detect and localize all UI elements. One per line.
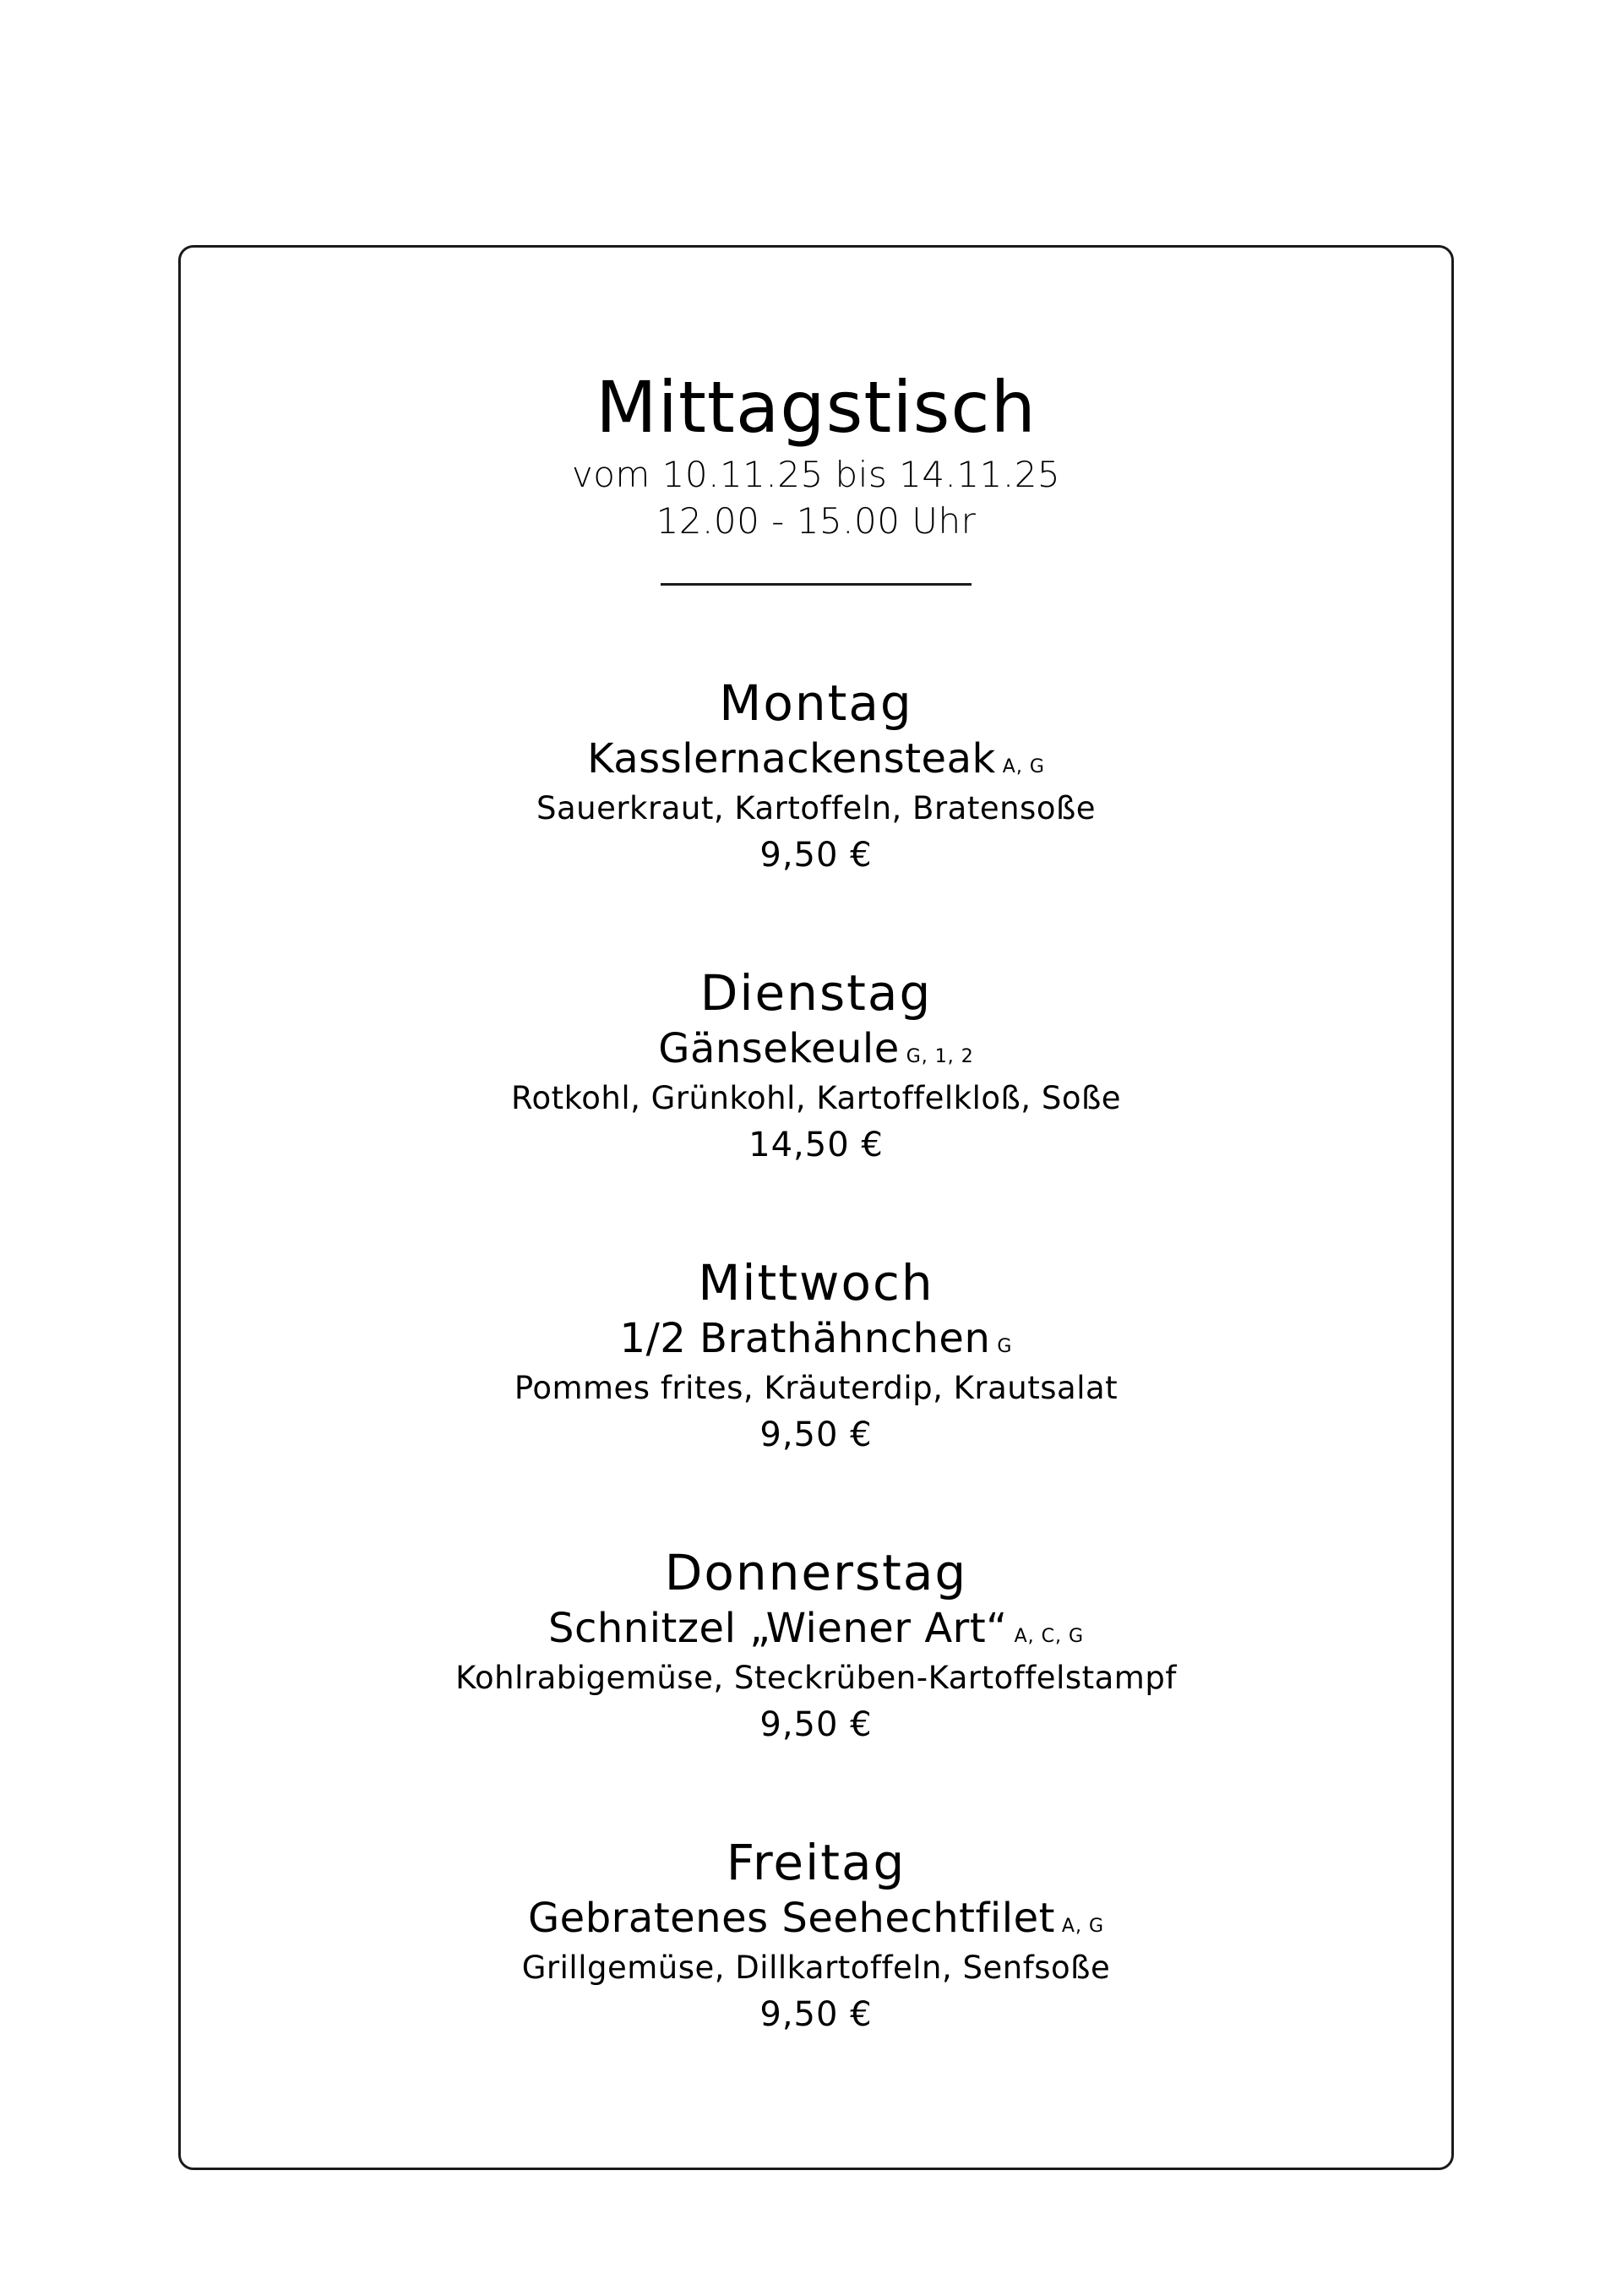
day-block-donnerstag bbox=[178, 1542, 1454, 1762]
allergen-codes: A, G bbox=[1002, 756, 1045, 777]
day-block-freitag bbox=[178, 1832, 1454, 2052]
menu-content bbox=[178, 0, 1454, 2296]
allergen-codes: G, 1, 2 bbox=[906, 1046, 974, 1067]
day-block-montag bbox=[178, 673, 1454, 892]
dish-name: Kasslernackensteak bbox=[587, 735, 996, 783]
side-dishes: Rotkohl, Grünkohl, Kartoffelkloß, Soße bbox=[510, 1080, 1122, 1116]
time-range: 12.00 - 15.00 Uhr bbox=[656, 500, 977, 542]
side-dishes: Kohlrabigemüse, Steckrüben-Kartoffelstampf bbox=[455, 1660, 1177, 1696]
day-name: Donnerstag bbox=[664, 1544, 968, 1601]
date-range: vom 10.11.25 bis 14.11.25 bbox=[571, 454, 1061, 495]
price: 9,50 € bbox=[759, 1995, 873, 2034]
dish-name: Gebratenes Seehechtfilet bbox=[527, 1895, 1055, 1942]
dish-name: Gänsekeule bbox=[658, 1025, 900, 1072]
price: 14,50 € bbox=[748, 1126, 884, 1164]
price: 9,50 € bbox=[759, 1415, 873, 1454]
dish-line bbox=[178, 1023, 1454, 1076]
dish-line bbox=[178, 1603, 1454, 1655]
day-name: Mittwoch bbox=[698, 1254, 934, 1312]
dish-line bbox=[178, 1893, 1454, 1945]
allergen-codes: A, C, G bbox=[1014, 1626, 1085, 1647]
allergen-codes: A, G bbox=[1061, 1916, 1105, 1937]
day-name: Dienstag bbox=[699, 964, 933, 1022]
dish-name: 1/2 Brathähnchen bbox=[619, 1315, 991, 1362]
dish-line bbox=[178, 1313, 1454, 1366]
side-dishes: Grillgemüse, Dillkartoffeln, Senfsoße bbox=[521, 1950, 1111, 1986]
day-name: Montag bbox=[719, 674, 913, 732]
day-name: Freitag bbox=[726, 1834, 906, 1891]
allergen-codes: G bbox=[997, 1336, 1013, 1357]
title-divider bbox=[661, 583, 972, 586]
price: 9,50 € bbox=[759, 836, 873, 875]
side-dishes: Pommes frites, Kräuterdip, Krautsalat bbox=[514, 1370, 1119, 1406]
page-title: Mittagstisch bbox=[596, 366, 1037, 449]
day-block-mittwoch bbox=[178, 1252, 1454, 1472]
day-block-dienstag bbox=[178, 963, 1454, 1182]
dish-name: Schnitzel „Wiener Art“ bbox=[547, 1605, 1008, 1652]
side-dishes: Sauerkraut, Kartoffeln, Bratensoße bbox=[536, 790, 1097, 826]
price: 9,50 € bbox=[759, 1705, 873, 1744]
dish-line bbox=[178, 734, 1454, 786]
